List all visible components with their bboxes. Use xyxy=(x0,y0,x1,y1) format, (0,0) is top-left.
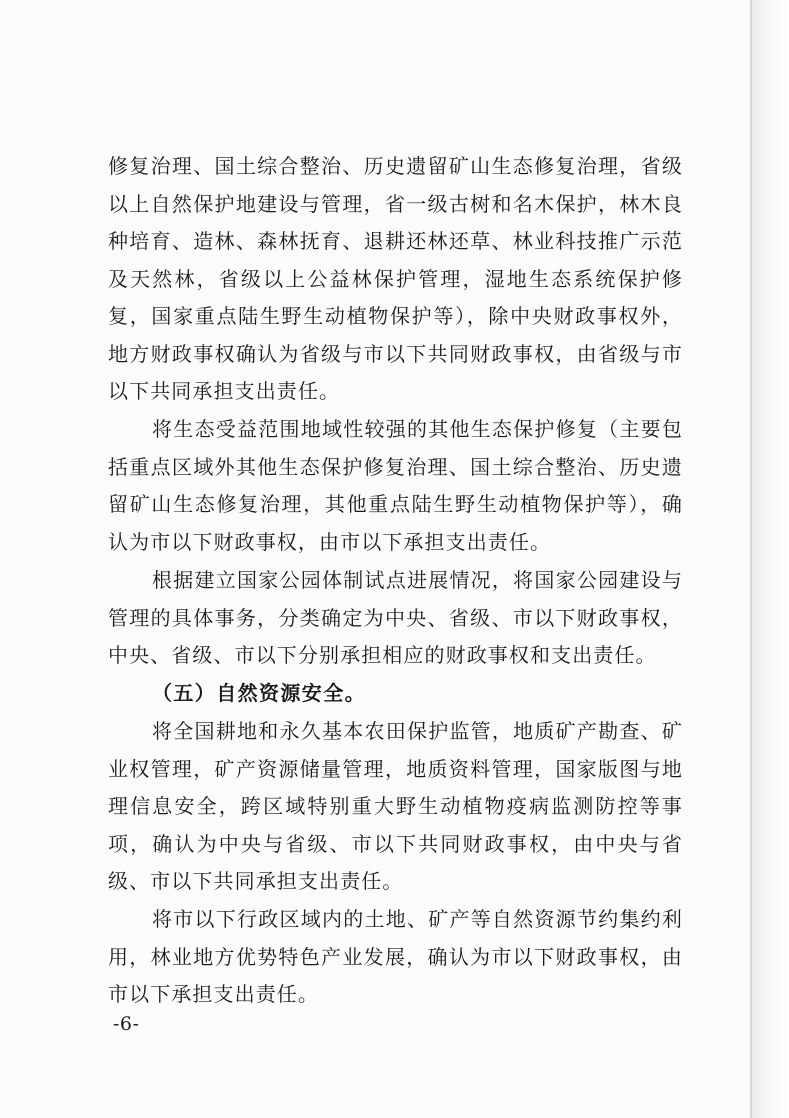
paragraph-farmland-protection: 将全国耕地和永久基本农田保护监管，地质矿产勘查、矿业权管理，矿产资源储量管理，地质资料管理，国家版图与地理信息安全，跨区域特别重大野生动植物疫病监测防控等事项，确认为中央与省级、市以下共同财政事权，由中央与省级、市以下共同承担支出责任。 xyxy=(108,719,683,893)
paragraph-resource-utilization: 将市以下行政区域内的土地、矿产等自然资源节约集约利用，林业地方优势特色产业发展，确认为市以下财政事权，由市以下承担支出责任。 xyxy=(108,907,683,1006)
paragraph-national-parks: 根据建立国家公园体制试点进展情况，将国家公园建设与管理的具体事务，分类确定为中央、省级、市以下财政事权，中央、省级、市以下分别承担相应的财政事权和支出责任。 xyxy=(108,568,683,667)
page-number: -6- xyxy=(113,1013,140,1035)
page-margin-shadow xyxy=(752,0,789,1118)
section-heading: （五）自然资源安全。 xyxy=(152,681,366,705)
paragraph-ecological-restoration-continued: 修复治理、国土综合整治、历史遗留矿山生态修复治理，省级以上自然保护地建设与管理，省一级古树和名木保护，林木良种培育、造林、森林抚育、退耕还林还草、林业科技推广示范及天然林，省级以上公益林保护管理，湿地生态系统保护修复，国家重点陆生野生动植物保护等），除中央财政事权外，地方财政事权确认为省级与市以下共同财政事权，由省级与市以下共同承担支出责任。 xyxy=(108,154,683,403)
paragraph-other-ecological-protection: 将生态受益范围地域性较强的其他生态保护修复（主要包括重点区域外其他生态保护修复治理、国土综合整治、历史遗留矿山生态修复治理，其他重点陆生野生动植物保护等），确认为市以下财政事权，由市以下承担支出责任。 xyxy=(108,417,683,554)
